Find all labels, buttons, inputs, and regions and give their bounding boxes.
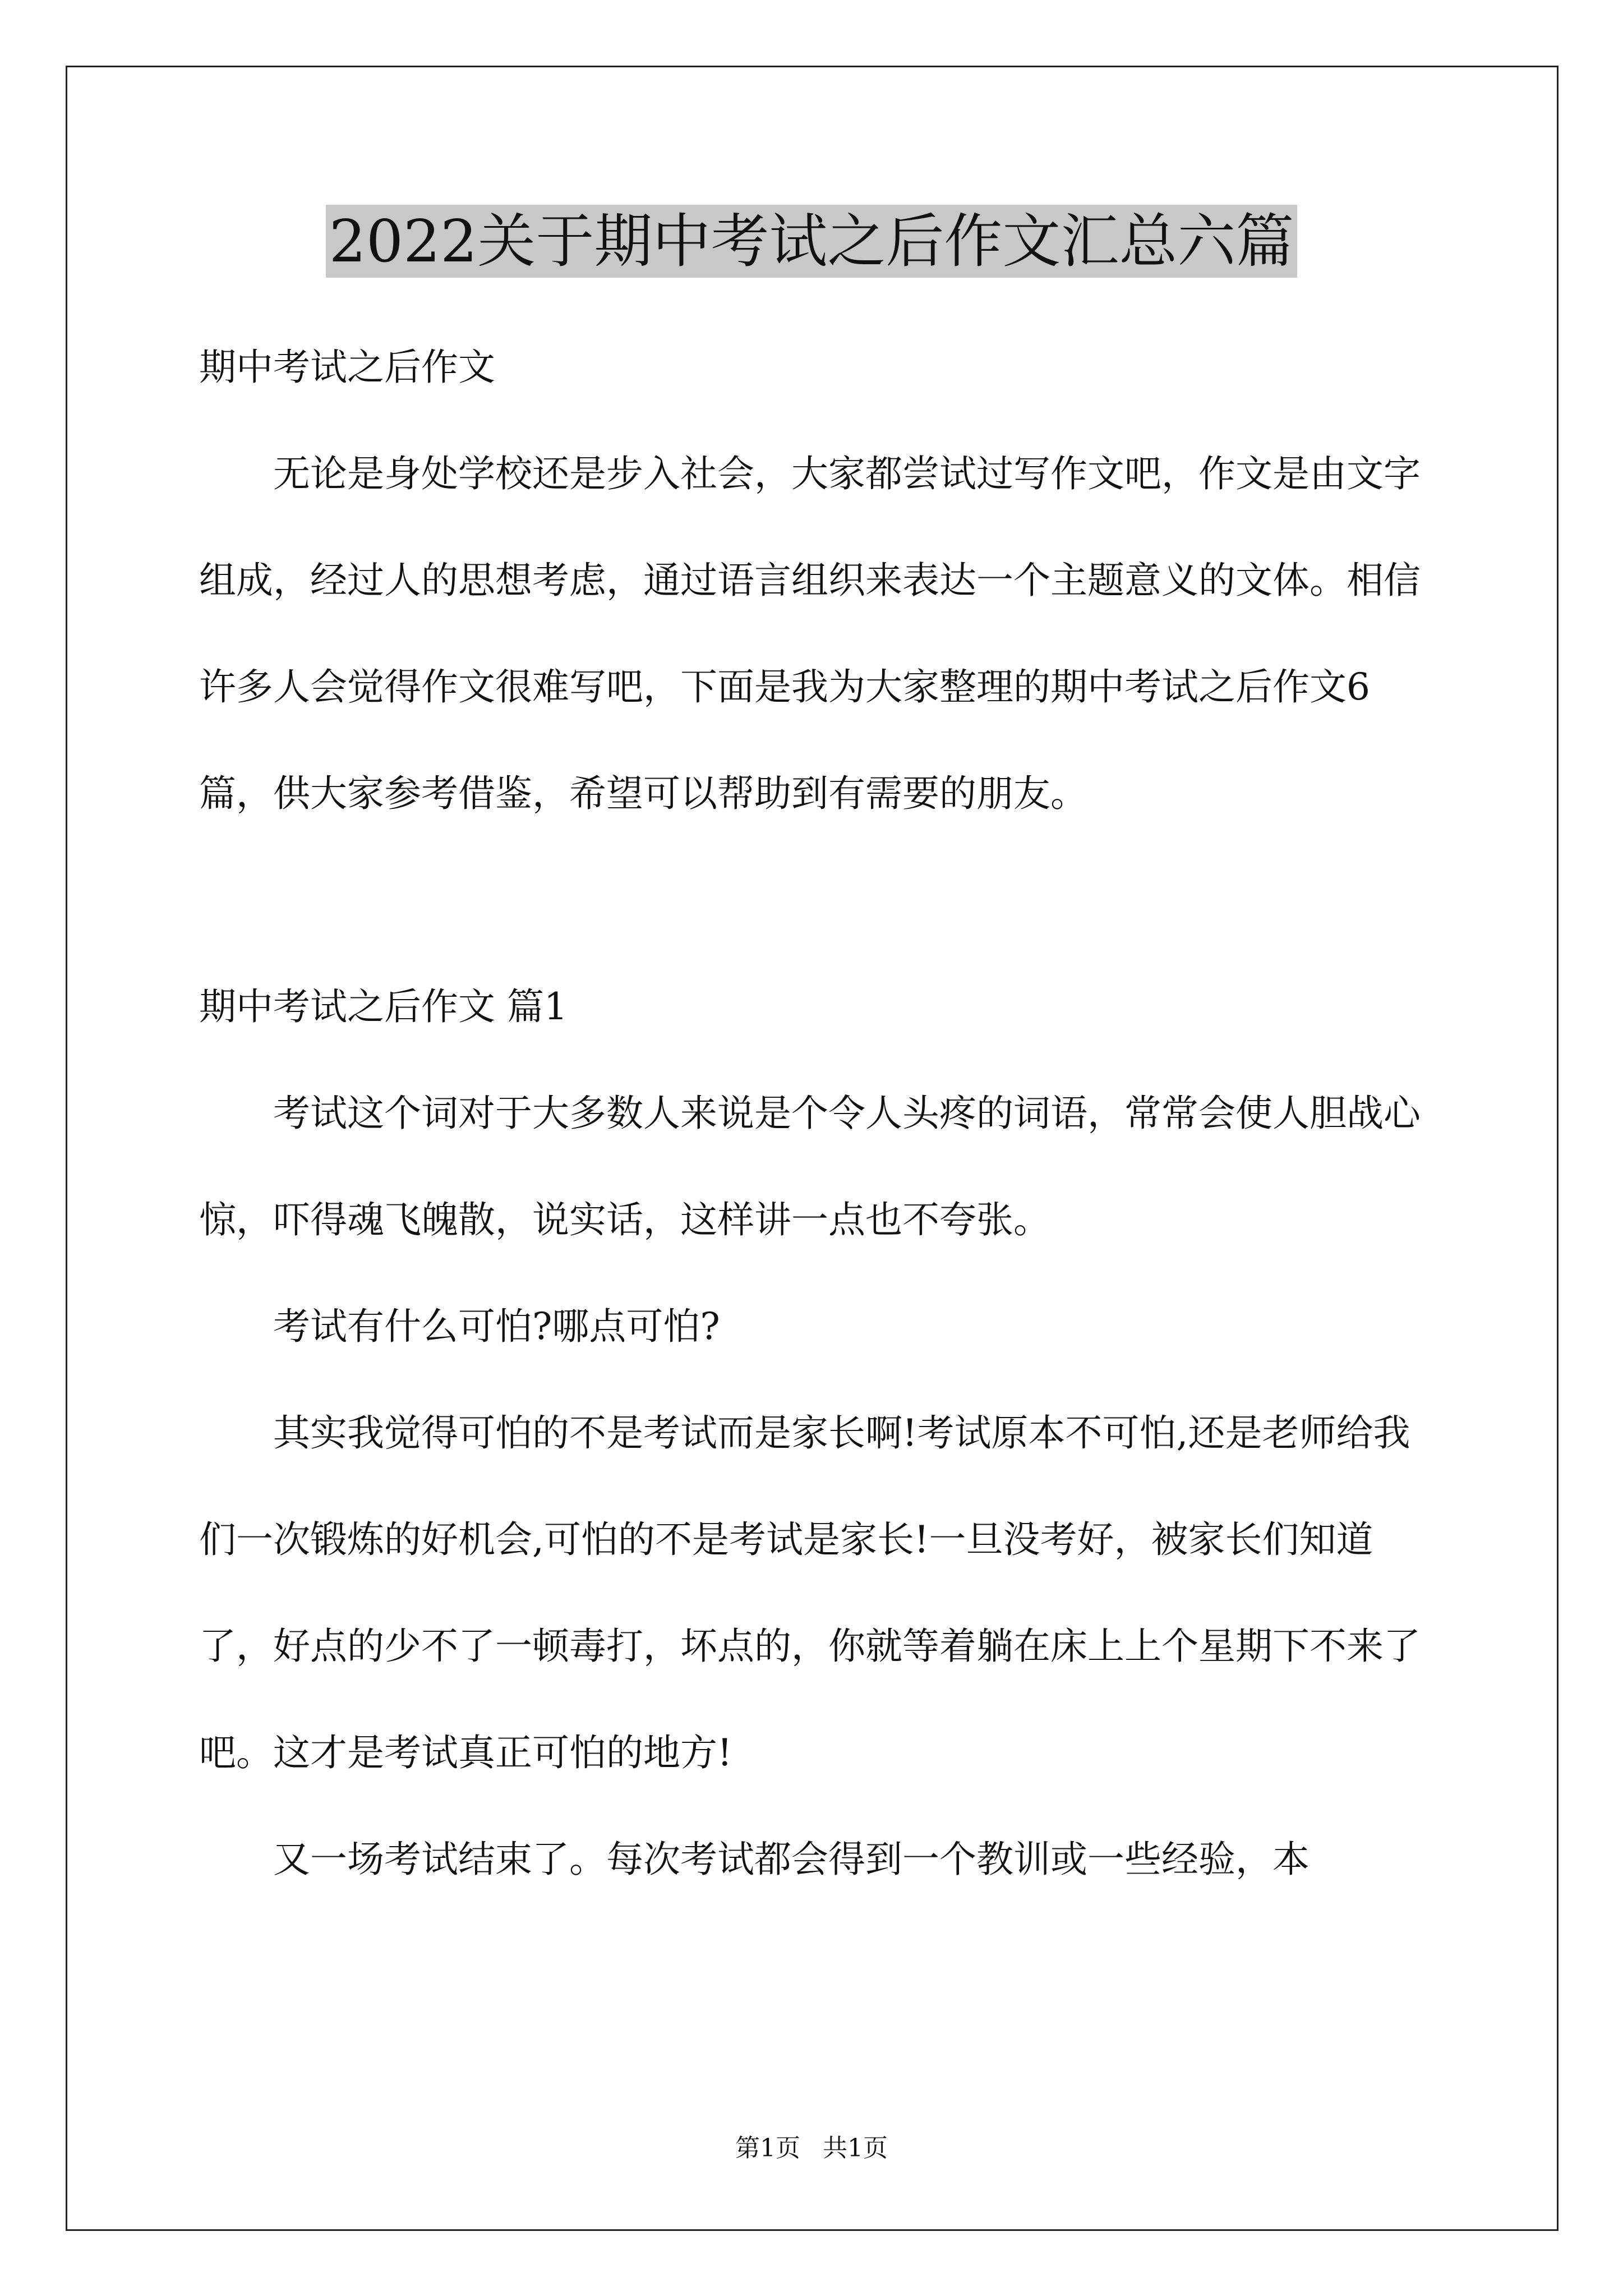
intro-paragraph: 无论是身处学校还是步入社会，大家都尝试过写作文吧，作文是由文字组成，经过人的思想考虑，通过语言组织来表达一个主题意义的文体。相信许多人会觉得作文很难写吧，下面是我为大家整理的期中考试之后作文6篇，供大家参考借鉴，希望可以帮助到有需要的朋友。 xyxy=(199,452,1421,815)
section1-paragraph-2: 考试有什么可怕?哪点可怕? xyxy=(273,1305,720,1348)
section-gap xyxy=(199,847,1433,954)
page-number-current: 第1页 xyxy=(735,2134,800,2162)
document-title-text: 2022关于期中考试之后作文汇总六篇 xyxy=(326,205,1298,278)
section1-paragraph-3: 其实我觉得可怕的不是考试而是家长啊!考试原本不可怕,还是老师给我们一次锻炼的好机会,可怕的不是考试是家长!一旦没考好，被家长们知道了，好点的少不了一顿毒打，坏点的，你就等着躺在床上上个星期下不来了吧。这才是考试真正可怕的地方! xyxy=(199,1411,1421,1774)
page-footer xyxy=(0,2132,1623,2165)
page-number-total: 共1页 xyxy=(823,2134,888,2162)
document-body xyxy=(199,314,1433,1913)
document-title xyxy=(0,202,1623,280)
section1-heading: 期中考试之后作文 篇1 xyxy=(199,985,568,1028)
section1-paragraph-4: 又一场考试结束了。每次考试都会得到一个教训或一些经验，本 xyxy=(273,1838,1310,1881)
section1-paragraph-1: 考试这个词对于大多数人来说是个令人头疼的词语，常常会使人胆战心惊，吓得魂飞魄散，说实话，这样讲一点也不夸张。 xyxy=(199,1092,1421,1241)
intro-heading: 期中考试之后作文 xyxy=(199,346,495,389)
